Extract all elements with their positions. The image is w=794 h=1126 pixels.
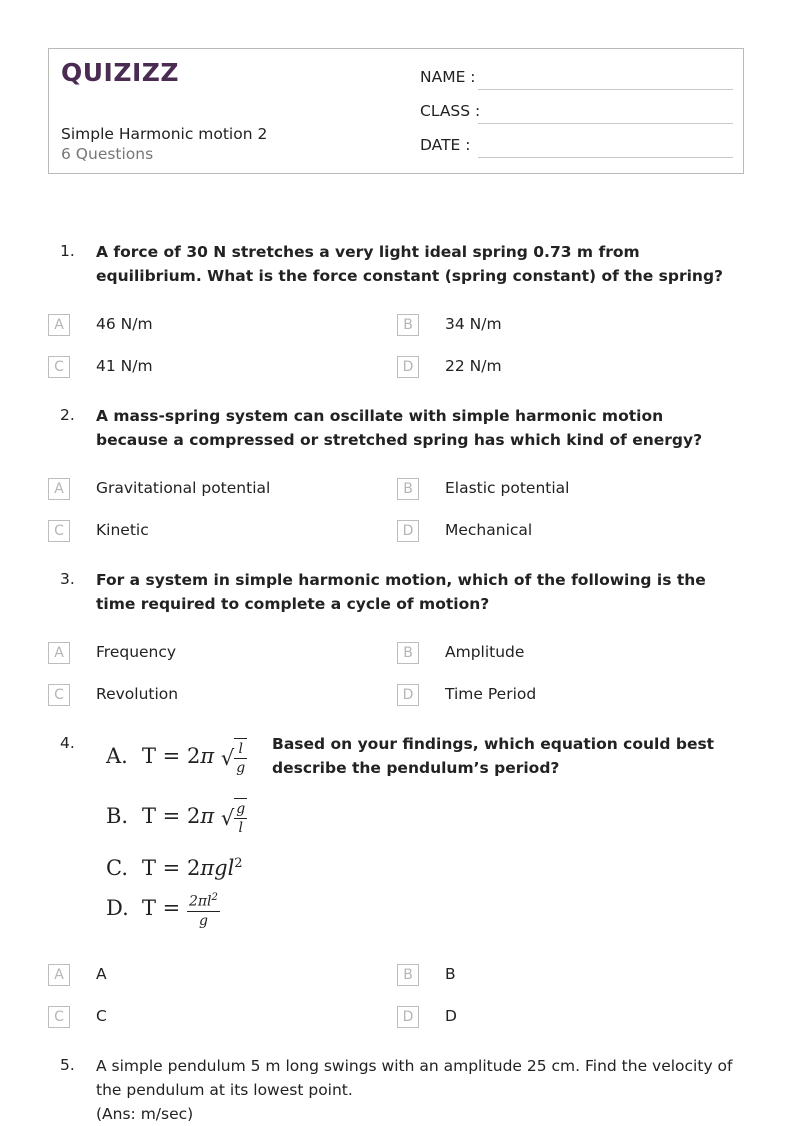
question-text: A simple pendulum 5 m long swings with an amplitude 25 cm. Find the velocity of the pendulum at its lowest point. [96,1057,733,1099]
option-letter-box[interactable]: A [48,314,70,336]
option-text: Frequency [96,643,177,661]
formula-c: C. T = 2πgl$^2$ [106,856,243,880]
option-letter-box[interactable]: C [48,356,70,378]
question-text: For a system in simple harmonic motion, which of the following is the time required to complete a cycle of motion? [96,571,706,613]
option-letter-box[interactable]: D [397,356,419,378]
option-text: Mechanical [445,521,533,539]
option-letter-box[interactable]: B [397,478,419,500]
option-letter-box[interactable]: D [397,520,419,542]
option-text: 41 N/m [96,357,153,375]
option-text: Kinetic [96,521,149,539]
formula-a: A. T = 2π √ $\frac{l}{g}$ [106,738,247,777]
option-letter-box[interactable]: C [48,1006,70,1028]
option-text: Amplitude [445,643,525,661]
option-text: Gravitational potential [96,479,271,497]
option-letter-box[interactable]: A [48,478,70,500]
option-letter-box[interactable]: B [397,314,419,336]
option-letter-box[interactable]: D [397,1006,419,1028]
class-label: CLASS : [420,102,481,120]
date-label: DATE : [420,136,471,154]
formula-b: B. T = 2π √ $\frac{g}{l}$ [106,798,247,837]
option-text: C [96,1007,107,1025]
question-text: Based on your findings, which equation could best describe the pendulum’s period? [272,735,715,777]
option-letter-box[interactable]: C [48,520,70,542]
option-text: Time Period [445,685,537,703]
option-text: 34 N/m [445,315,502,333]
question-number: 1. [60,242,75,260]
option-letter-box[interactable]: C [48,684,70,706]
option-letter-box[interactable]: A [48,964,70,986]
formula-d: D. T = $\frac{2\pi l^2}{g}$ [106,889,220,930]
name-field[interactable] [478,89,733,90]
option-text: 46 N/m [96,315,153,333]
quizizz-logo: QUIZIZZ [61,58,180,87]
question-text: A mass-spring system can oscillate with simple harmonic motion because a compressed or stretched spring has which kind of energy? [96,407,703,449]
formula-label: C. [106,856,128,880]
option-letter-box[interactable]: B [397,642,419,664]
worksheet-title: Simple Harmonic motion 2 [61,125,268,143]
class-field[interactable] [478,123,733,124]
question-number: 3. [60,570,75,588]
formula-label: B. [106,804,129,828]
date-field[interactable] [478,157,733,158]
option-text: A [96,965,107,983]
formula-label: D. [106,895,129,920]
name-label: NAME : [420,68,476,86]
option-letter-box[interactable]: A [48,642,70,664]
option-text: Revolution [96,685,179,703]
question-number: 4. [60,734,75,752]
option-text: B [445,965,456,983]
option-letter-box[interactable]: D [397,684,419,706]
question-number: 5. [60,1056,75,1074]
question-text: A force of 30 N stretches a very light ideal spring 0.73 m from equilibrium. What is the force constant (spring constant) of the spring? [96,243,724,285]
question-note: (Ans: m/sec) [96,1105,194,1123]
formula-label: A. [106,744,128,768]
question-count: 6 Questions [61,145,154,163]
option-text: D [445,1007,457,1025]
option-text: Elastic potential [445,479,570,497]
question-number: 2. [60,406,75,424]
option-letter-box[interactable]: B [397,964,419,986]
option-text: 22 N/m [445,357,502,375]
